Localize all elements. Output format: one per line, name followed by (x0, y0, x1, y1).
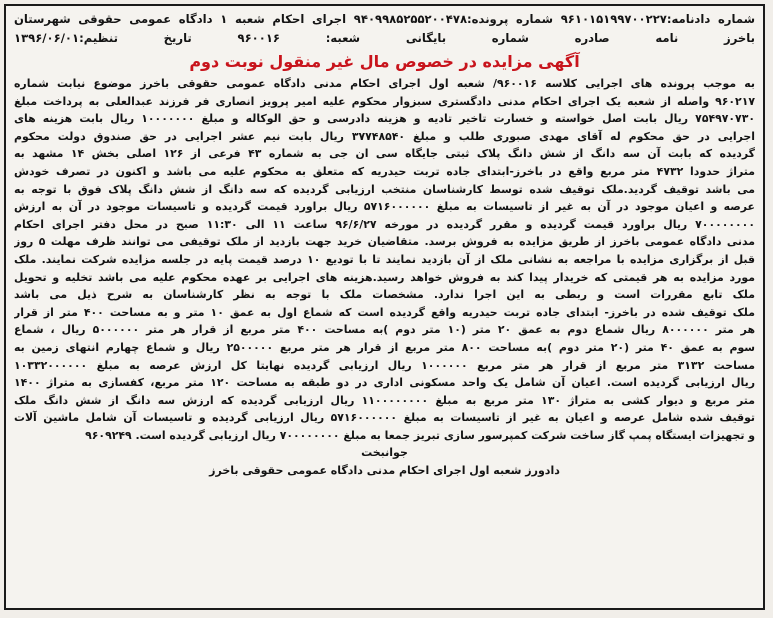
notice-body (14, 75, 755, 444)
body-line: مورد مزایده به هر قیمتی که خریدار پیدا کند به فروش خواهد رسید.هزینه های اجرایی بر عهده محکوم علیه می باشد تخلیه و تحویل (14, 270, 755, 284)
body-line: می باشد توقیف گردید.ملک توقیف شده توسط کارشناسان منتخب ارزیابی گردیده که سه دانگ از شش دانگ پلاک فوق با توجه به (14, 182, 755, 196)
body-line: گردیده که بابت آن سه دانگ از شش دانگ پلاک ثبتی جایگاه سی ان جی به شماره ۴۳ فرعی از ۱۲۶ اصلی بخش ۱۴ مشهد به (14, 147, 755, 161)
header-line-case-numbers: شماره دادنامه:۹۶۱۰۱۵۱۹۹۷۰۰۲۲۷ شماره پرونده:۹۴۰۹۹۸۵۲۵۵۲۰۰۴۷۸ اجرای احکام شعبه ۱ دادگاه عمومی حقوقی شهرستان (14, 12, 755, 26)
signature-line: دادورز شعبه اول اجرای احکام مدنی دادگاه عمومی حقوقی باخرز (209, 464, 560, 478)
body-line: و تجهیزات ایستگاه پمپ گاز ساخت شرکت کمپرسور سازی تبریز جمعا به مبلغ ۷۰۰۰۰۰۰۰۰ ریال ارزیابی گردیده است. ۹۶۰۹۲۴۹ (85, 428, 755, 442)
auction-notice (4, 4, 765, 610)
body-line: ۷۵۴۹۷۰۷۳۰ ریال بابت اصل خواسته و خسارت تاخیر تادیه و هزینه دادرسی و حق الوکاله و مبلغ ۱۰۰۰۰۰۰۰ ریال بابت هزینه های (14, 112, 755, 126)
closing-name: جوانبخت (361, 446, 408, 460)
body-line: متر مربع و دیوار کشی به متراژ ۱۳۰ متر مربع به مبلغ ۱۱۰۰۰۰۰۰۰۰ ریال ارزیابی گردیده که ارزش سه دانگ از شش دانگ ملک (14, 393, 755, 407)
header-line-archive-date: باخرز نامه صادره شماره بایگانی شعبه: ۹۶۰۰۱۶ تاریخ تنظیم:۱۳۹۶/۰۶/۰۱ (14, 31, 755, 45)
body-line: مساحت ۳۱۳۲ متر مربع از قرار هر متر مربع ۱۰۰۰۰۰۰ ریال ارزیابی گردیده نهایتا کل ارزش عرصه به مبلغ ۱۰۳۳۲۰۰۰۰۰۰ (14, 358, 755, 372)
body-line: ملک توقیف شده در باخرز- ابتدای جاده تربت حیدریه واقع گردیده است که شماع اول به عمق ۱۰ متر و به مساحت ۴۰۰ متر از قرار (14, 305, 755, 319)
body-line: هر متر ۸۰۰۰۰۰۰ ریال شماع دوم به عمق ۲۰ متر (۱۰ متر دوم )به مساحت ۴۰۰ متر مربع از قرار هر متر ۵۰۰۰۰۰۰ ریال ، شماع (14, 323, 755, 337)
body-line: مدنی دادگاه عمومی باخرز از طریق مزایده به فروش برسد. متقاضیان خرید جهت بازدید از ملک توقیفی می توانند ظرف مهلت ۵ روز (14, 235, 755, 249)
body-line: سوم به عمق ۴۰ متر (۲۰ متر دوم )به مساحت ۸۰۰ متر مربع از قرار هر متر مربع ۲۵۰۰۰۰۰ ریال و شماع چهارم انتهای زمین به (14, 340, 755, 354)
notice-title: آگهی مزایده در خصوص مال غیر منقول نوبت دوم (189, 52, 580, 71)
body-line: اجرایی در حق محکوم له آقای مهدی صبوری طلب و مبلغ ۳۷۷۴۸۵۴۰ ریال بابت نیم عشر اجرایی در حق صندوق دولت محکوم (14, 129, 755, 143)
body-line: قبل از برگزاری مزایده با مراجعه به نشانی ملک از آن بازدید نمایند تا با تودیع ۱۰ درصد قیمت پایه در جلسه مزایده شرکت نمایند. ملک (14, 252, 755, 266)
body-line: ۷۰۰۰۰۰۰۰۰ ریال براورد قیمت گردیده و مقرر گردیده در مورخه ۹۶/۶/۲۷ ساعت ۱۱ الی ۱۱:۳۰ صبح در محل دفتر اجرای احکام (14, 217, 755, 231)
body-line: ۹۶۰۲۱۷ واصله از شعبه یک اجرای احکام مدنی دادگستری سبزوار محکوم علیه امیر پرویز انصاری فر فرزند عبدالعلی به پرداخت مبلغ (14, 94, 755, 108)
body-line: به موجب پرونده های اجرایی کلاسه ۹۶۰۰۱۶/ شعبه اول اجرای احکام مدنی دادگاه عمومی حقوقی باخرز موضوع نیابت شماره (14, 77, 755, 90)
body-line: ریال ارزیابی گردیده است. اعیان آن شامل یک واحد مسکونی اداری در دو طبقه به مساحت ۱۲۰ متر مربع، کفسازی به متراژ ۱۴۰۰ (14, 376, 755, 390)
body-line: ملک تابع مقررات است و ربطی به این اجرا ندارد. مشخصات ملک با توجه به نظر کارشناسان به شرح ذیل می باشد (14, 288, 755, 302)
body-line: عرصه و اعیان موجود در آن به غیر از تاسیسات به مبلغ ۵۷۱۶۰۰۰۰۰۰ ریال براورد قیمت گردیده و تاسیسات موجود در آن به ارزش (14, 200, 755, 214)
body-line: توقیف شده شامل عرصه و اعیان به غیر از تاسیسات به مبلغ ۵۷۱۶۰۰۰۰۰۰ ریال ارزیابی گردیده و تاسیسات آن شامل ماشین آلات (14, 411, 755, 425)
body-line: متراژ حدودا ۴۷۳۲ متر مربع واقع در باخرز-ابتدای جاده تربت حیدریه که متعلق به محکوم علیه می باشد و اکنون در تصرف خودش (14, 164, 755, 178)
notice-header (14, 10, 755, 48)
